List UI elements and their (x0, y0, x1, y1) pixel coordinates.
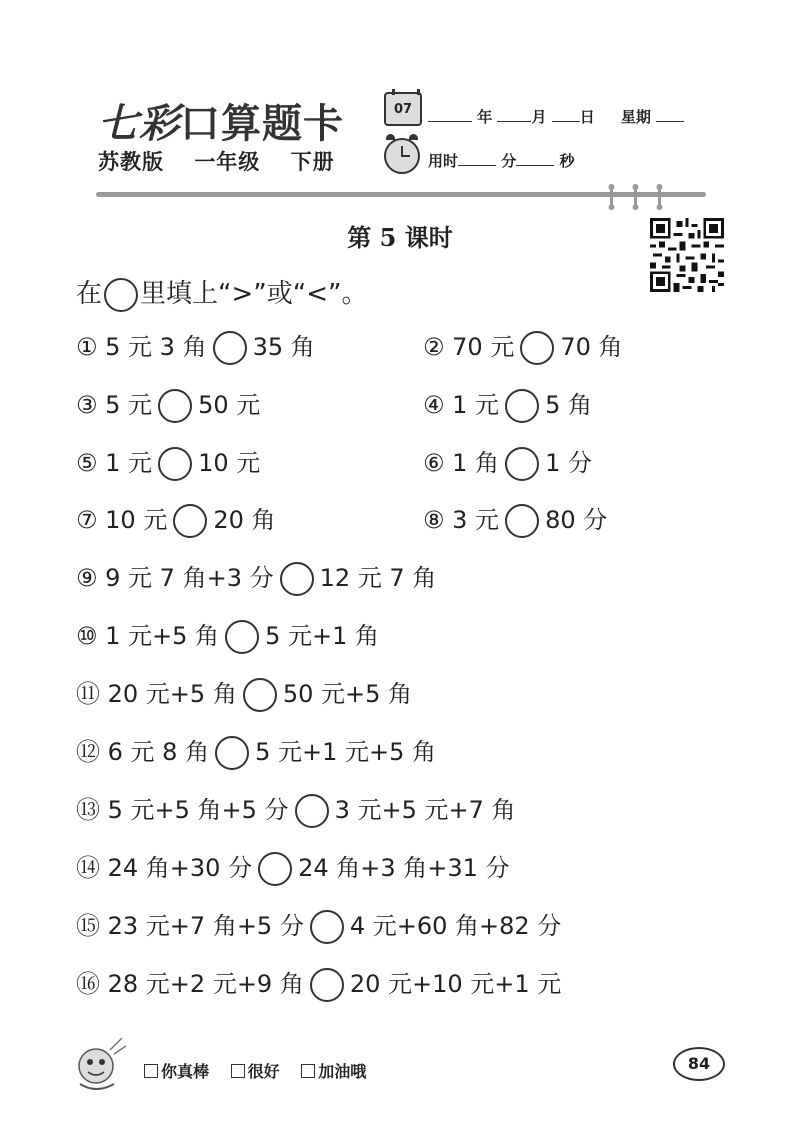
problem-item (76, 330, 315, 365)
problem-left: 1 元 (452, 391, 500, 419)
problem-right: 50 元+5 角 (282, 680, 413, 708)
minute-label: 分 (501, 152, 517, 170)
problem-left: 1 角 (452, 449, 500, 477)
problem-right: 1 分 (545, 449, 592, 477)
answer-circle[interactable] (215, 736, 249, 770)
answer-circle[interactable] (243, 678, 277, 712)
time-fill-line (428, 150, 575, 171)
grade-label: 一年级 (194, 150, 261, 174)
weekday-label: 星期 (620, 108, 651, 126)
rating-option[interactable] (231, 1062, 280, 1081)
year-label: 年 (477, 108, 493, 126)
answer-circle[interactable] (310, 910, 344, 944)
problem-right: 20 角 (213, 506, 276, 534)
brand-deco: 七彩 (98, 100, 180, 147)
brand-text: 口算题卡 (180, 100, 344, 147)
answer-circle[interactable] (258, 852, 292, 886)
answer-circle[interactable] (173, 504, 207, 538)
self-rating (144, 1059, 382, 1082)
problem-number: ⑦ (76, 506, 98, 534)
problem-right: 4 元+60 角+82 分 (349, 912, 562, 940)
problem-number: ⑪ (76, 680, 100, 708)
problem-item (423, 446, 592, 481)
problem-number: ⑤ (76, 449, 98, 477)
problem-right: 80 分 (545, 506, 608, 534)
day-label: 日 (579, 108, 595, 126)
answer-circle[interactable] (520, 331, 554, 365)
problem-number: ⑫ (76, 738, 100, 766)
month-label: 月 (531, 108, 547, 126)
time-used-label: 用时 (428, 152, 459, 170)
problem-item (76, 967, 561, 1002)
answer-circle[interactable] (158, 447, 192, 481)
mascot-icon (70, 1032, 130, 1092)
problem-right: 24 角+3 角+31 分 (298, 854, 510, 882)
answer-circle[interactable] (280, 562, 314, 596)
problem-right: 70 角 (560, 333, 623, 361)
divider-decoration (604, 183, 668, 211)
problem-number: ④ (423, 391, 445, 419)
problem-item (423, 330, 623, 365)
clock-icon (384, 138, 420, 174)
qr-code[interactable] (650, 218, 724, 292)
problem-number: ③ (76, 391, 98, 419)
problem-item (76, 793, 515, 828)
answer-circle[interactable] (295, 794, 329, 828)
problem-item (76, 909, 561, 944)
problem-number: ⑩ (76, 622, 98, 650)
answer-circle-icon (104, 278, 138, 312)
problem-right: 5 角 (545, 391, 592, 419)
answer-circle[interactable] (505, 504, 539, 538)
edition-label: 苏教版 (98, 150, 164, 174)
answer-circle[interactable] (225, 620, 259, 654)
problem-left: 5 元+5 角+5 分 (107, 796, 289, 824)
problem-number: ⑬ (76, 796, 100, 824)
rating-label: 你真棒 (161, 1062, 210, 1081)
problem-number: ⑥ (423, 449, 445, 477)
problem-left: 5 元 3 角 (105, 333, 207, 361)
problem-item (76, 388, 260, 423)
page-number: 84 (673, 1047, 725, 1081)
problem-number: ⑭ (76, 854, 100, 882)
problem-item (76, 619, 379, 654)
problem-left: 10 元 (105, 506, 168, 534)
lesson-title: 第 5 课时 (347, 223, 453, 252)
problem-item (76, 735, 436, 770)
problem-right: 35 角 (252, 333, 315, 361)
problem-item (76, 446, 260, 481)
instruction-pre: 在 (76, 279, 103, 309)
problem-item (76, 561, 436, 596)
problem-right: 3 元+5 元+7 角 (334, 796, 516, 824)
problem-right: 10 元 (198, 449, 261, 477)
problem-item (76, 677, 412, 712)
instruction-post: 里填上“>”或“<”。 (140, 279, 368, 309)
rating-label: 很好 (247, 1062, 280, 1081)
problem-item (76, 503, 276, 538)
problem-left: 5 元 (105, 391, 153, 419)
problem-left: 24 角+30 分 (107, 854, 253, 882)
problem-right: 12 元 7 角 (319, 564, 437, 592)
brand-title (98, 92, 344, 149)
problem-number: ⑯ (76, 970, 100, 998)
instruction (76, 273, 367, 312)
problem-right: 50 元 (198, 391, 261, 419)
problem-number: ⑨ (76, 564, 98, 592)
problem-left: 70 元 (452, 333, 515, 361)
problem-number: ② (423, 333, 445, 361)
checkbox-icon[interactable] (231, 1064, 245, 1078)
problem-left: 3 元 (452, 506, 500, 534)
calendar-day: 07 (393, 102, 413, 117)
problem-number: ① (76, 333, 98, 361)
checkbox-icon[interactable] (301, 1064, 315, 1078)
volume-label: 下册 (290, 150, 335, 174)
rating-label: 加油哦 (318, 1062, 367, 1081)
answer-circle[interactable] (213, 331, 247, 365)
problem-left: 6 元 8 角 (107, 738, 210, 766)
rating-option[interactable] (144, 1062, 209, 1081)
problem-item (423, 388, 592, 423)
problem-number: ⑧ (423, 506, 445, 534)
answer-circle[interactable] (505, 389, 539, 423)
problem-left: 1 元 (105, 449, 153, 477)
problem-right: 5 元+1 元+5 角 (255, 738, 436, 766)
problem-number: ⑮ (76, 912, 100, 940)
answer-circle[interactable] (505, 447, 539, 481)
calendar-icon (384, 92, 422, 126)
problem-left: 23 元+7 角+5 分 (107, 912, 304, 940)
checkbox-icon[interactable] (144, 1064, 158, 1078)
answer-circle[interactable] (310, 968, 344, 1002)
book-info (98, 146, 357, 176)
problem-left: 28 元+2 元+9 角 (107, 970, 304, 998)
problem-left: 9 元 7 角+3 分 (105, 564, 274, 592)
answer-circle[interactable] (158, 389, 192, 423)
rating-option[interactable] (301, 1062, 366, 1081)
date-fill-line (428, 106, 684, 127)
second-label: 秒 (559, 152, 575, 170)
problem-item (76, 851, 510, 886)
problem-right: 5 元+1 角 (265, 622, 379, 650)
problem-left: 20 元+5 角 (107, 680, 237, 708)
problem-left: 1 元+5 角 (105, 622, 220, 650)
problem-item (423, 503, 607, 538)
problem-right: 20 元+10 元+1 元 (349, 970, 562, 998)
